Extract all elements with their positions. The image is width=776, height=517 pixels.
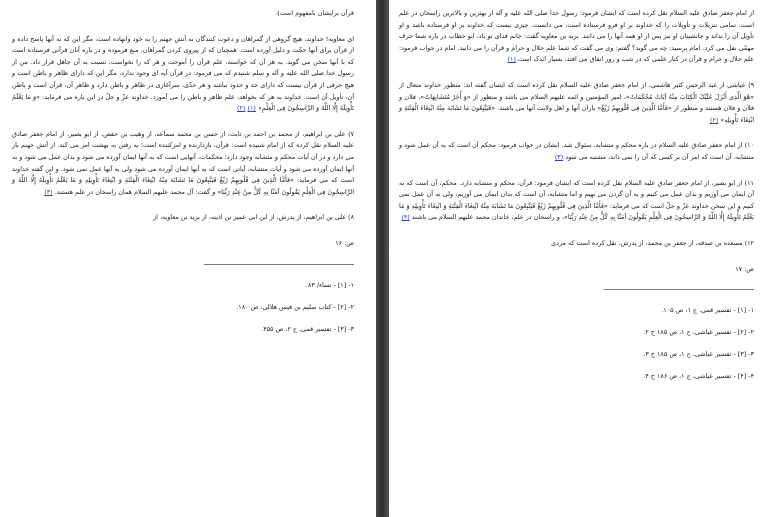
paragraph [399,140,754,163]
page-number: ص: ۱۷ [735,264,754,273]
paragraph [399,178,754,224]
footnote-link-4[interactable]: (۴) [401,213,410,222]
footnotes [12,279,354,335]
paragraph: ۸) علی بن ابراهیم، از پدرش، از ابن ابی عمیر بن اذینه، از برید بن معاویه، از [153,213,354,222]
footnote-item: ۴- [۴] - تفسیر عیاشی، ج ۱، ص ۱۸۶ ح ۴. [643,372,754,381]
footnote-link-1[interactable]: (۱) [507,55,516,64]
footnote-divider [204,264,354,265]
page-gutter [376,0,389,517]
footnote-item: ۳- [۳] - تفسیر عیاشی، ج ۱، ص ۱۸۵ ح ۳. [643,350,754,359]
paragraph [12,129,354,199]
footnote-link-3[interactable]: (۳) [44,187,53,196]
paragraph [399,8,754,66]
paragraph-text: ای معاویه! خداوند، هیچ گروهی از گمراهان و دعوت کنندگان به آتش جهنم را به خود وانهاده است، مگر این که به آنها پاسخ داده و از قرآن برای آنها حجّت و دلیل آورده است. همچنان که از پیروی کردن گمراهان، منع فرموده و در باره آنان قرآنی فرستاده است که با آنها سخن می گوید. به هر آن که خواسته، علم قرآن را آموخت و هر که را نخواست، نسبت به آن جاهل قرار داد. من از رسول خدا صلی الله علیه و آله و سلم شنیدم که می فرمود: در قرآن آیه ای وجود ندارد، مگر این که دارای ظاهر و باطن است و هیچ حرفی از قرآن نیست که دارای حد و حدود نباشد و هر حدّی، سرآغازی در ظاهر و باطن دارد و ظاهر آن، قرآن است و باطن آن، تأویل آن است. خداوند به هر که بخواهد، علم ظاهر و باطن را می آموزد. خداوند عزّ و جلّ در این باره می فرماید: «وَ مَا یَعْلَمُ تَأْوِیلَهُ إِلَّا اللَّهُ وَ الرَّاسِخُونَ فِی الْعِلْمِ» [12,34,354,113]
paragraph-text: از امام جعفر صادق علیه السلام نقل کرده است که ایشان فرمود: رسول خدا صلی الله علیه و آله از بهترین و بالاترین راسخان در علم است. تمامی تنزیلات و تأویلات را که خداوند بر او فرو فرستاده است، می دانست. چیزی نیست که خداوند بر او فرستاده باشد و او تأویل آن را نداند و جانشینان او نیز پس از او همه آنها را می دانند. برید بن معاویه گفت: جانم فدای تو باد، ابو خطاب در باره شما حرف مهمّی نقل می کرد. امام پرسید: چه می گوید؟ گفتم: وی می گفت که شما علم حلال و حرام و قرآن را می دانید. امام در جواب فرمود: علم حلال و حرام و قرآن در کنار علمی که در شب و روز اتفاق می افتد، بسیار اندک است [399,9,754,64]
footnote-link-1[interactable]: (۱) [247,104,256,113]
footnote-item: ۲- [۲] - تفسیر عیاشی، ج ۱، ص ۱۸۵ ح ۲. [643,328,754,337]
footnote-item: ۲- [۲] - کتاب سلیم بن قیس هلالی، ص ۱۸۰. [236,302,354,311]
page-number: ص: ۱۶ [335,238,354,247]
right-page [389,0,776,517]
footnote-item: ۱- [۱] - نساء/ ۸۳. [305,280,354,289]
paragraph: ۱۲) مسعده بن صدقه، از جعفر بن محمد، از پدرش، نقل کرده است که مردی [551,238,754,247]
paragraph-text: ۱۱) از ابو بصیر، از امام جعفر صادق علیه السلام نقل کرده است که ایشان فرمود: قرآن، محکم و متشابه دارد. محکم، آن است که به آن ایمان می آوریم و بدان عمل می کنیم و به آن گردن می نهیم و اما متشابه، آن است که بدان ایمان می آوریم، ولی به آن عمل نمی کنیم و این سخن خداوند عزّ و جلّ است که می فرماید: «فَأَمَّا الَّذِینَ فِی قُلُوبِهِمْ زَیْغٌ فَیَتَّبِعُونَ مَا تَشَابَهَ مِنْهُ ابْتِغَاءَ الْفِتْنَةِ وَ ابْتِغَاءَ تَأْوِیلِهِ وَ مَا یَعْلَمُ تَأْوِیلَهُ إِلَّا اللَّهُ وَ الرَّاسِخُونَ فِی الْعِلْمِ یَقُولُونَ آمَنَّا بِهِ کُلٌّ مِنْ عِنْدِ رَبِّنَا»، و راسخان در علم، خاندان محمد علیهم السلام می باشند [399,178,754,222]
paragraph [12,34,354,115]
footnotes [399,304,754,382]
footnote-divider [604,289,754,290]
footnote-link-3[interactable]: (۳) [554,152,564,161]
top-line: قرآن برایشان نامفهوم است). [275,9,354,17]
left-page [0,0,376,517]
paragraph [399,80,754,126]
footnote-link-2[interactable]: (۲) [236,104,246,113]
footnote-link-2[interactable]: (۲) [709,115,719,124]
footnote-item: ۳- [۳] - تفسیر قمی، ج ۲، ص ۴۵۵. [261,324,354,333]
paragraph-text: ۷) علی بن ابراهیم، از محمد بن احمد بن ثابت، از حسن بن محمد سماعه، از وهیب بن حفص، از ابو بصیر، از امام جعفر صادق علیه السلام نقل کرده که از امام شنیده است: قرآن، بازدارنده و امرکننده است؛ به رفتن به بهشت امر می کند. از آتش جهنم باز می دارد و در آن آیات محکم و متشابه وجود دارد؛ محکمات، آنهایی است که به آنها ایمان آورده می شود و بدان عمل می شود و به آنها ایمان آورده می شود و آیات متشابه، آیاتی است که به آنها ایمان آورده می شود ولی به آنها عمل نمی شود. و این گفته خداوند است که می فرماید: «فَأَمَّا الَّذِینَ فِی قُلُوبِهِمْ زَیْغٌ فَیَتَّبِعُونَ مَا تَشَابَهَ مِنْهُ ابْتِغَاءَ الْفِتْنَةِ وَ ابْتِغَاءَ تَأْوِیلِهِ وَ مَا یَعْلَمُ تَأْوِیلَهُ إِلَّا اللَّهُ وَ الرَّاسِخُونَ فِی الْعِلْمِ یَقُولُونَ آمَنَّا بِهِ کُلٌّ مِنْ عِنْدِ رَبِّنَا» و گفت: آل محمد علیهم السلام همان راسخان در علم هستند. [12,129,354,196]
paragraph-text: ۹) عیاشی از عبد الرحمن کثیر هاشمی، از امام جعفر صادق علیه السلام نقل کرده است که ایشان گفته اند: منظور خداوند متعال از «هُوَ الَّذِی أَنْزَلَ عَلَیْکَ الْکِتَابَ مِنْهُ آیَاتٌ مُحْکَمَاتٌ»، امیر المؤمنین و ائمه علیهم السلام می باشد و منظور از «وَ أُخَرُ مُتَشَابِهَاتٌ»، فلان و فلان و فلان هستند و منظور از «فَأَمَّا الَّذِینَ فِی قُلُوبِهِمْ زَیْغٌ» یاران آنها و اهل ولایت آنها می باشند. «فَیَتَّبِعُونَ مَا تَشَابَهَ مِنْهُ ابْتِغَاءَ الْفِتْنَةِ وَ ابْتِغَاءَ تَأْوِیلِهِ» [399,80,754,124]
footnote-item: ۱- [۱] - تفسیر قمی، ج ۱، ص ۱۰۵. [661,306,754,315]
paragraph-text: ۱۰) از امام جعفر صادق علیه السلام در باره محکم و متشابه، سئوال شد. ایشان در جواب فرمود: محکم آن است که به آن عمل شود و متشابه، آن است که امر آن بر کسی که آن را نمی داند، مشتبه می شود [399,141,754,161]
